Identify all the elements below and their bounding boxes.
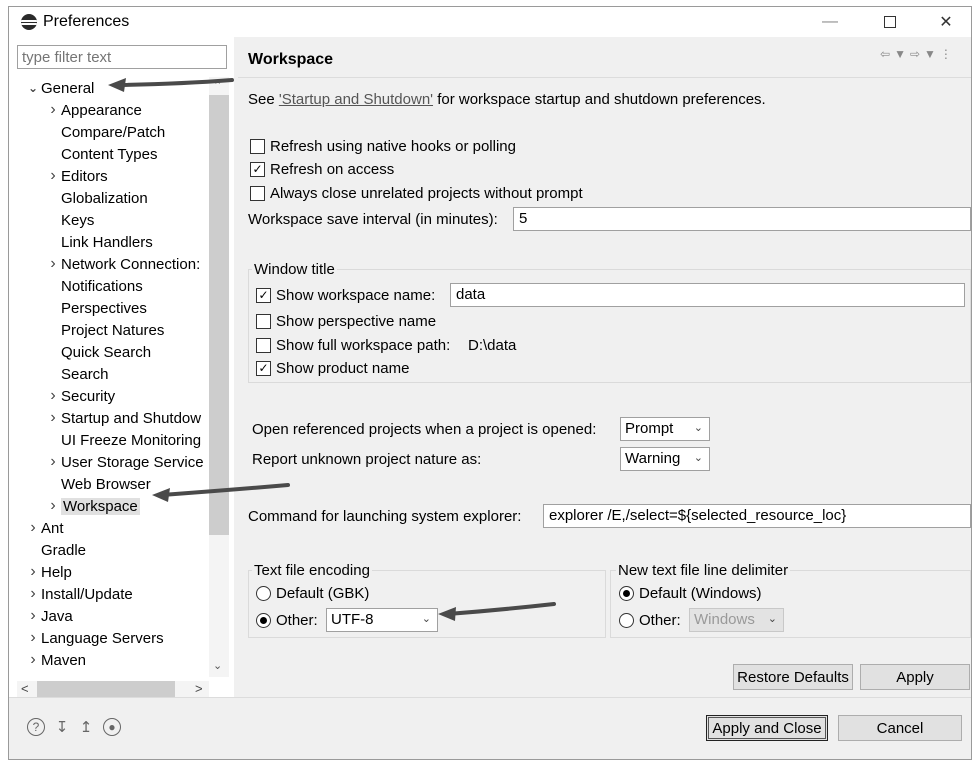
tree-item[interactable] [45, 341, 151, 363]
chevron-right-icon[interactable]: › [50, 167, 56, 184]
tree-item[interactable] [25, 627, 164, 649]
delimiter-other-radio[interactable] [619, 613, 634, 628]
back-icon[interactable]: ⇦ [880, 47, 895, 61]
tree-item[interactable] [45, 297, 147, 319]
tree-item[interactable] [45, 363, 109, 385]
tree-item[interactable] [45, 495, 140, 517]
tree-item[interactable] [45, 143, 157, 165]
tree-item[interactable] [45, 275, 143, 297]
tree-item-label: General [41, 79, 95, 97]
tree-item[interactable] [25, 583, 133, 605]
tree-item[interactable] [45, 473, 151, 495]
show-perspective-checkbox[interactable] [256, 314, 271, 329]
chevron-down-icon: ⌄ [767, 613, 777, 625]
tree-item[interactable] [45, 209, 94, 231]
tree-item[interactable] [45, 253, 200, 275]
delimiter-default-radio[interactable] [619, 586, 634, 601]
encoding-default-label: Default (GBK) [276, 585, 370, 602]
tree-vertical-scrollbar[interactable] [209, 77, 229, 677]
chevron-right-icon[interactable]: › [50, 497, 56, 514]
tree-item[interactable] [45, 451, 204, 473]
title-bar [9, 7, 971, 37]
tree-item[interactable] [25, 539, 86, 561]
tree-item-label: Gradle [41, 541, 87, 559]
open-referenced-value: Prompt [625, 420, 674, 437]
encoding-other-label: Other: [276, 612, 318, 629]
minimize-icon: — [822, 13, 838, 30]
refresh-native-label: Refresh using native hooks or polling [270, 138, 516, 155]
scroll-down-icon[interactable]: ⌄ [213, 660, 223, 672]
show-workspace-name-label: Show workspace name: [276, 287, 436, 304]
report-unknown-value: Warning [625, 450, 681, 467]
workspace-name-input[interactable]: data [450, 283, 965, 307]
encoding-value: UTF-8 [331, 611, 374, 628]
eclipse-icon [21, 14, 37, 30]
tree-item[interactable] [25, 561, 72, 583]
tree-item[interactable] [45, 429, 201, 451]
open-referenced-label: Open referenced projects when a project is opened: [252, 421, 597, 438]
intro-text [248, 91, 766, 108]
tree-item-label: Content Types [61, 145, 158, 163]
tree-item-label: Workspace [63, 497, 138, 515]
tree-item-label: Maven [41, 651, 87, 669]
preferences-window [8, 6, 972, 760]
chevron-down-icon: ⌄ [693, 452, 703, 464]
forward-icon[interactable]: ⇨ [909, 47, 925, 61]
chevron-right-icon[interactable]: › [30, 519, 36, 536]
report-unknown-combo[interactable] [620, 447, 710, 471]
chevron-down-icon[interactable]: ⌄ [27, 81, 39, 95]
apply-and-close-button[interactable]: Apply and Close [706, 715, 828, 741]
show-workspace-name-checkbox[interactable]: ✓ [256, 288, 271, 303]
delimiter-default-label: Default (Windows) [639, 585, 762, 602]
show-full-path-label: Show full workspace path: [276, 337, 451, 354]
intro-prefix: See [248, 91, 279, 108]
delimiter-value: Windows [694, 611, 755, 628]
tree-item-label: Help [41, 563, 72, 581]
refresh-access-checkbox[interactable]: ✓ [250, 162, 265, 177]
close-icon: ✕ [939, 14, 953, 31]
show-full-path-checkbox[interactable] [256, 338, 271, 353]
tree-item-label: Startup and Shutdow [61, 409, 202, 427]
tree-item-label: Link Handlers [61, 233, 153, 251]
save-interval-label: Workspace save interval (in minutes): [248, 211, 498, 228]
tree-item[interactable] [45, 121, 165, 143]
tree-item-label: Quick Search [61, 343, 152, 361]
forward-menu-icon[interactable]: ▼ [924, 47, 940, 61]
tree-item[interactable] [45, 319, 164, 341]
tree-item-label: User Storage Service [61, 453, 204, 471]
tree-item[interactable] [45, 407, 201, 429]
preference-tree-panel [9, 37, 234, 697]
tree-item[interactable] [45, 187, 148, 209]
chevron-right-icon[interactable]: › [50, 101, 56, 118]
chevron-right-icon[interactable]: › [30, 651, 36, 668]
back-menu-icon[interactable]: ▼ [894, 47, 910, 61]
full-path-value: D:\data [468, 337, 517, 354]
refresh-access-label: Refresh on access [270, 161, 395, 178]
chevron-right-icon[interactable]: › [50, 409, 56, 426]
oomph-icon[interactable]: ● [103, 718, 121, 736]
history-nav[interactable] [880, 47, 956, 61]
tree-item[interactable] [45, 231, 153, 253]
report-unknown-label: Report unknown project nature as: [252, 451, 482, 468]
tree-item-label: Security [61, 387, 116, 405]
window-title-group-label: Window title [254, 261, 335, 278]
encoding-combo[interactable] [326, 608, 438, 632]
delimiter-combo[interactable] [689, 608, 784, 632]
view-menu-icon[interactable]: ⋮ [939, 47, 956, 61]
intro-suffix: for workspace startup and shutdown preferences. [433, 91, 766, 108]
tree-item-label: Ant [41, 519, 64, 537]
refresh-native-checkbox[interactable] [250, 139, 265, 154]
chevron-right-icon[interactable]: › [50, 255, 56, 272]
window-title: Preferences [43, 13, 130, 30]
tree-item[interactable] [25, 649, 86, 671]
scroll-up-icon[interactable]: ⌃ [213, 80, 223, 92]
dialog-button-bar [9, 697, 971, 759]
show-product-name-label: Show product name [276, 360, 410, 377]
text-encoding-group-label: Text file encoding [254, 562, 370, 579]
tree-item-label: Globalization [61, 189, 148, 207]
chevron-right-icon[interactable]: › [30, 585, 36, 602]
startup-shutdown-link[interactable]: 'Startup and Shutdown' [278, 91, 434, 108]
tree-item-label: Network Connection: [61, 255, 201, 273]
tree-item-label: Notifications [61, 277, 143, 295]
page-title: Workspace [248, 51, 334, 68]
tree-item-label: Language Servers [41, 629, 164, 647]
always-close-label: Always close unrelated projects without prompt [270, 185, 583, 202]
show-product-name-checkbox[interactable]: ✓ [256, 361, 271, 376]
show-perspective-label: Show perspective name [276, 313, 437, 330]
maximize-icon [884, 16, 896, 28]
header-separator [238, 77, 971, 78]
tree-item[interactable] [45, 385, 115, 407]
tree-item[interactable] [25, 605, 73, 627]
tree-item-label: Project Natures [61, 321, 165, 339]
chevron-right-icon[interactable]: › [50, 387, 56, 404]
chevron-right-icon[interactable]: › [50, 453, 56, 470]
system-explorer-input[interactable]: explorer /E,/select=${selected_resource_loc} [543, 504, 971, 528]
tree-item-label: Install/Update [41, 585, 133, 603]
tree-item-label: Search [61, 365, 109, 383]
save-interval-input[interactable]: 5 [513, 207, 971, 231]
preference-tree [9, 77, 209, 677]
tree-item[interactable] [25, 77, 94, 99]
tree-item-label: UI Freeze Monitoring [61, 431, 202, 449]
tree-item-label: Perspectives [61, 299, 147, 317]
always-close-checkbox[interactable] [250, 186, 265, 201]
delimiter-other-label: Other: [639, 612, 681, 629]
chevron-down-icon: ⌄ [421, 613, 431, 625]
tree-item-label: Keys [61, 211, 95, 229]
tree-item-label: Appearance [61, 101, 142, 119]
cancel-button[interactable]: Cancel [838, 715, 962, 741]
tree-item-label: Java [41, 607, 73, 625]
export-icon[interactable]: ↥ [79, 719, 93, 736]
chevron-right-icon[interactable]: › [30, 607, 36, 624]
tree-item-label: Compare/Patch [61, 123, 166, 141]
restore-defaults-button[interactable]: Restore Defaults [733, 664, 853, 690]
tree-item-label: Web Browser [61, 475, 151, 493]
tree-item[interactable] [25, 517, 64, 539]
workspace-page [238, 37, 971, 697]
apply-button[interactable]: Apply [860, 664, 970, 690]
filter-input[interactable] [17, 45, 227, 69]
tree-item-label: Editors [61, 167, 108, 185]
chevron-down-icon: ⌄ [693, 422, 703, 434]
maximize-button[interactable] [867, 7, 913, 37]
help-icon[interactable]: ? [27, 718, 45, 736]
scroll-left-icon[interactable]: < [21, 681, 29, 696]
scroll-right-icon[interactable]: > [195, 681, 203, 696]
line-delimiter-group-label: New text file line delimiter [618, 562, 789, 579]
encoding-other-radio[interactable] [256, 613, 271, 628]
minimize-button[interactable] [807, 7, 853, 37]
open-referenced-combo[interactable] [620, 417, 710, 441]
scroll-thumb[interactable] [209, 95, 229, 535]
close-button[interactable] [923, 7, 969, 37]
encoding-default-radio[interactable] [256, 586, 271, 601]
chevron-right-icon[interactable]: › [30, 563, 36, 580]
chevron-right-icon[interactable]: › [30, 629, 36, 646]
tree-item[interactable] [45, 165, 108, 187]
import-icon[interactable]: ↧ [55, 719, 69, 736]
tree-item[interactable] [45, 99, 142, 121]
system-explorer-label: Command for launching system explorer: [248, 508, 522, 525]
